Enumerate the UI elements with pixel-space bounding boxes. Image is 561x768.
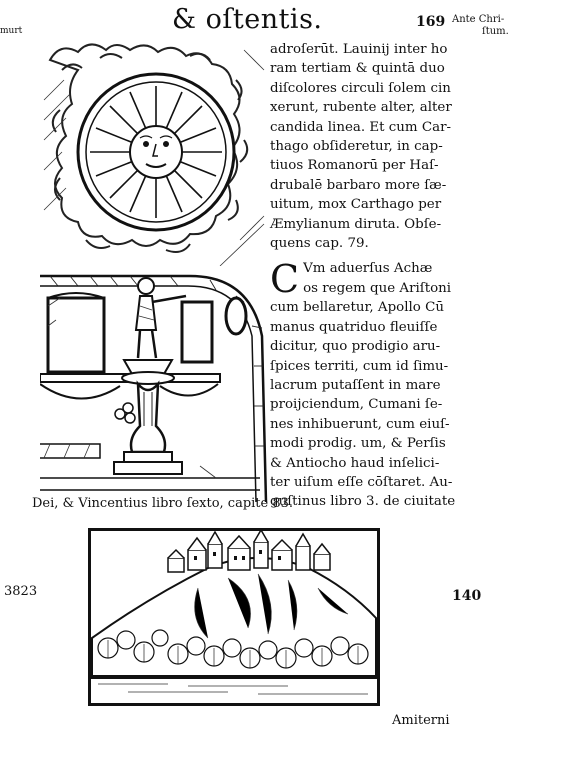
text-line: manus quatriduo fleuiſſe bbox=[270, 319, 438, 335]
text-line: quens cap. 79. bbox=[270, 236, 369, 252]
margin-number-right: 140 bbox=[452, 588, 482, 604]
margin-note-line: Ante Chri- bbox=[452, 14, 505, 25]
margin-note-line: ſtum. bbox=[482, 26, 509, 37]
text-line: ſpices territi, cum id ſimu- bbox=[270, 358, 449, 374]
text-line: ter uiſum eſſe cōſtaret. Au- bbox=[270, 474, 453, 490]
margin-number-left: 3823 bbox=[4, 584, 38, 599]
text-line: modi prodig. um, & Perſis bbox=[270, 436, 446, 452]
page-header-title: & oſtentis. bbox=[172, 4, 323, 35]
text-line: guſtinus libro 3. de ciuitate bbox=[270, 494, 456, 510]
page-number: 169 bbox=[416, 14, 446, 30]
margin-note-top-right bbox=[452, 14, 532, 38]
sun-woodcut-illustration bbox=[40, 40, 268, 272]
text-line: lacrum putaſſent in mare bbox=[270, 377, 441, 393]
town-landscape-woodcut bbox=[88, 528, 380, 706]
text-line: cum bellaretur, Apollo Cū bbox=[270, 300, 444, 316]
text-line: uitum, mox Carthago per bbox=[270, 197, 442, 213]
text-line: & Antiocho haud inſelici- bbox=[270, 455, 440, 471]
text-line: dicitur, quo prodigio aru- bbox=[270, 339, 441, 355]
text-line: tiuos Romanorū per Haſ- bbox=[270, 158, 439, 174]
body-text-column bbox=[270, 40, 470, 512]
text-line: ram tertiam & quintā duo bbox=[270, 61, 445, 77]
text-line: drubalē barbaro more ſæ- bbox=[270, 177, 447, 193]
caption-line: Dei, & Vincentius libro ſexto, capite 83. bbox=[32, 496, 294, 511]
text-line: Æmylianum diruta. Obſe- bbox=[270, 216, 442, 232]
text-line: Vm aduerſus Achæ bbox=[303, 261, 433, 277]
text-line: candida linea. Et cum Car- bbox=[270, 119, 452, 135]
text-line: thago obſideretur, in cap- bbox=[270, 139, 443, 155]
drop-cap: C bbox=[270, 257, 300, 302]
text-line: proijciendum, Cumani ſe- bbox=[270, 397, 443, 413]
text-line: adroſerūt. Lauinij inter ho bbox=[270, 42, 448, 57]
margin-note-top-left: murt bbox=[0, 26, 23, 36]
text-line: xerunt, rubente alter, alter bbox=[270, 100, 452, 116]
text-line: diſcolores circuli ſolem cin bbox=[270, 80, 451, 96]
text-line: os regem que Ariſtoni bbox=[303, 280, 452, 296]
text-line: nes inhibuerunt, cum eiuſ- bbox=[270, 416, 450, 432]
bottom-caption: Amiterni bbox=[392, 713, 450, 728]
paragraph-2 bbox=[270, 259, 470, 511]
statue-woodcut-illustration bbox=[40, 266, 270, 502]
